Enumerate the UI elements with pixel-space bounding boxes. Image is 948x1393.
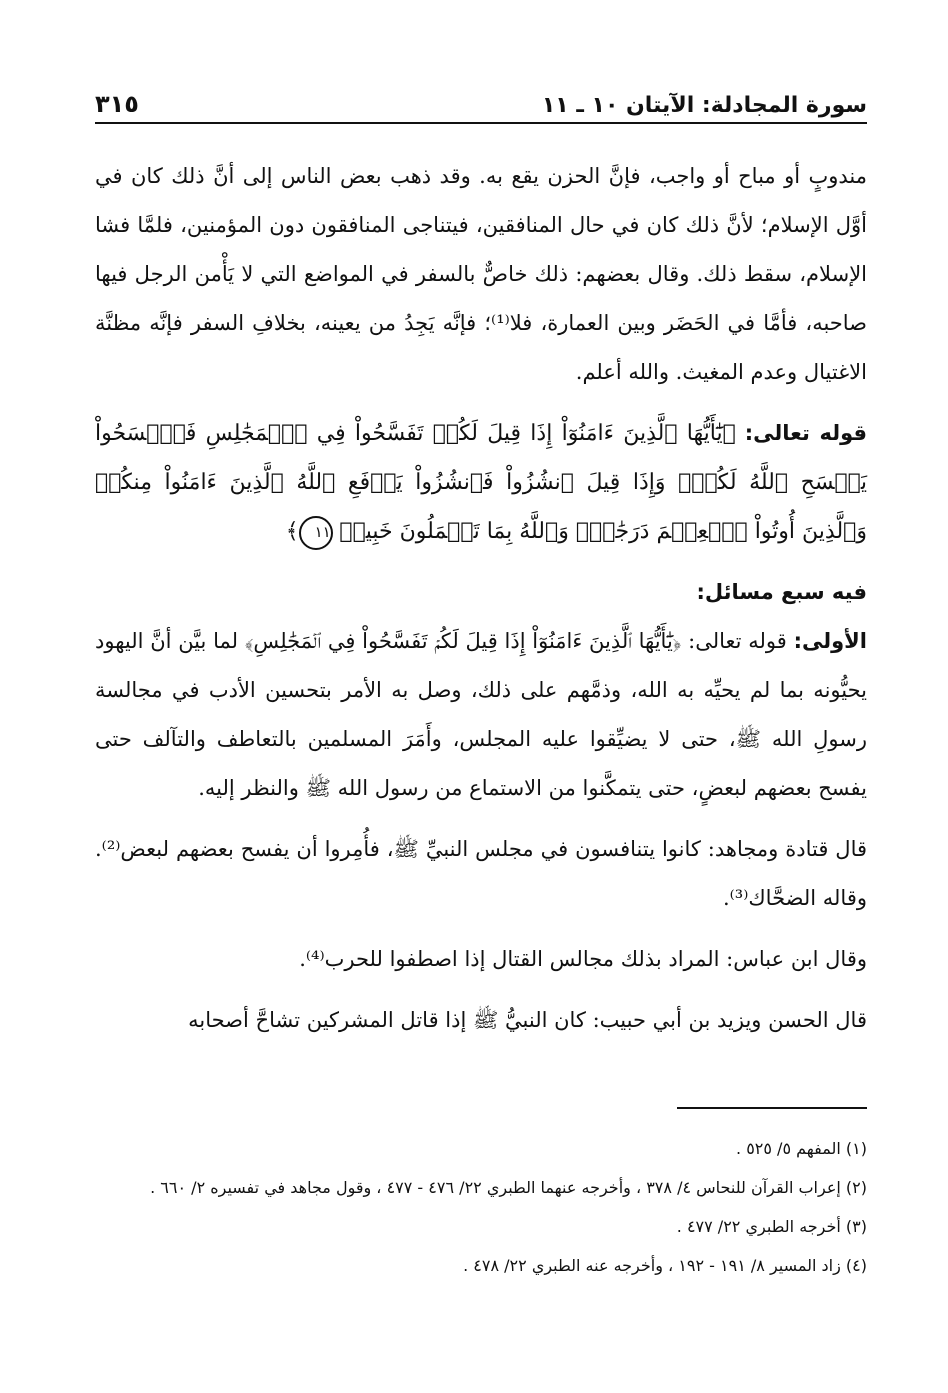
paragraph: قال قتادة ومجاهد: كانوا يتنافسون في مجلس النبيِّ ﷺ، فأُمِروا أن يفسح بعضهم لبعض⁽²⁾. وقاله الضحَّاك⁽³⁾.: [95, 837, 867, 910]
footnotes: [95, 1133, 867, 1289]
quran-verse: ﴿يَٰٓأَيُّهَا ٱلَّذِينَ ءَامَنُوٓاْ إِذَا قِيلَ لَكُمۡ تَفَسَّحُواْ فِي ٱلۡمَجَٰلِسِ فَٱفۡسَحُواْ يَفۡسَحِ ٱللَّهُ لَكُمۡۖ وَإِذَا قِيلَ ٱنشُزُواْ فَٱنشُزُواْ يَرۡفَعِ ٱللَّهُ ٱلَّذِينَ ءَامَنُواْ مِنكُمۡ وَٱلَّذِينَ أُوتُواْ ٱلۡعِلۡمَ دَرَجَٰتٖۚ وَٱللَّهُ بِمَا تَعۡمَلُونَ خَبِيرٞ: [95, 421, 867, 544]
running-title: سورة المجادلة: الآيتان ١٠ ـ ١١: [541, 93, 867, 118]
book-page: [95, 78, 867, 1045]
paragraph: وقال ابن عباس: المراد بذلك مجالس القتال إذا اصطفوا للحرب⁽⁴⁾.: [299, 947, 867, 971]
footnote-rule: [95, 1107, 867, 1109]
ayah-number-mark: ١١: [299, 516, 333, 550]
footnote: (١) المفهم ٥/ ٥٢٥ .: [736, 1139, 867, 1158]
header-rule: [95, 122, 867, 124]
verse-paragraph: [95, 409, 867, 556]
paragraph: قال الحسن ويزيد بن أبي حبيب: كان النبيُّ ﷺ إذا قاتل المشركين تشاحَّ أصحابه: [188, 1008, 867, 1032]
main-text: [95, 152, 867, 1045]
footnote: (٣) أخرجه الطبري ٢٢/ ٤٧٧ .: [676, 1217, 867, 1236]
issue-paragraph: [95, 617, 867, 813]
paragraph: مندوبٍ أو مباح أو واجب، فإنَّ الحزن يقع به. وقد ذهب بعض الناس إلى أنَّ ذلك كان في أوَّل الإسلام؛ لأنَّ ذلك كان في حال المنافقين، فيتناجى المنافقون دون المؤمنين، فلمَّا فشا الإسلام، سقط ذلك. وقال بعضهم: ذلك خاصٌّ بالسفر في المواضع التي لا يَأْمن الرجل فيها صاحبه، فأمَّا في الحَضَر وبين العمارة، فلا⁽¹⁾؛ فإنَّه يَجِدُ من يعينه، بخلافِ السفر فإنَّه مظنَّة الاغتيال وعدم المغيث. والله أعلم.: [95, 164, 867, 384]
verse-lead: قوله تعالى:: [744, 421, 867, 445]
issue-lead: الأولى:: [793, 629, 867, 653]
page-number: ٣١٥: [95, 90, 139, 118]
footnote: (٤) زاد المسير ٨/ ١٩١ - ١٩٢ ، وأخرجه عنه الطبري ٢٢/ ٤٧٨ .: [463, 1256, 867, 1275]
verse-close: ﴾: [285, 519, 299, 544]
section-heading: فيه سبع مسائل:: [696, 580, 867, 604]
issue-text: قوله تعالى: ﴿يَٰٓأَيُّهَا ٱلَّذِينَ ءَامَنُوٓاْ إِذَا قِيلَ لَكُمۡ تَفَسَّحُواْ فِي ٱلۡمَجَٰلِسِ﴾ لما بيَّن أنَّ اليهود يحيُّونه بما لم يحيِّه به الله، وذمَّهم على ذلك، وصل به الأمر بتحسين الأدب في مجالسة رسولِ الله ﷺ، حتى لا يضيِّقوا عليه المجلس، وأَمَرَ المسلمين بالتعاطف والتآلف حتى يفسح بعضهم لبعضٍ، حتى يتمكَّنوا من الاستماع من رسول الله ﷺ والنظر إليه.: [95, 629, 867, 800]
footnote: (٢) إعراب القرآن للنحاس ٤/ ٣٧٨ ، وأخرجه عنهما الطبري ٢٢/ ٤٧٦ - ٤٧٧ ، وقول مجاهد في تفسيره ٢/ ٦٦٠ .: [150, 1178, 867, 1197]
page-header: [95, 78, 867, 118]
